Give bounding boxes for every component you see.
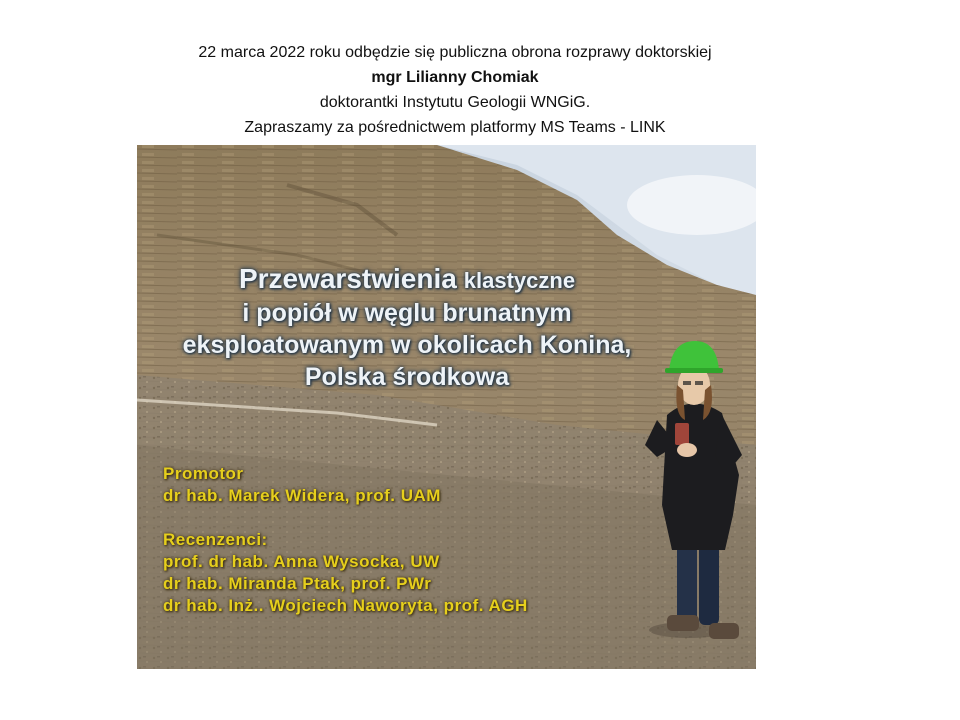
title-word-2: klastyczne bbox=[463, 268, 576, 293]
title-line-3: eksploatowanym w okolicach Konina, bbox=[182, 331, 632, 359]
title-word-1: Przewarstwienia bbox=[238, 263, 457, 294]
title-line-1 bbox=[137, 263, 677, 297]
reviewers-label: Recenzenci: bbox=[163, 530, 268, 549]
reviewer-item: dr hab. Miranda Ptak, prof. PWr bbox=[163, 574, 432, 593]
title-line-4: Polska środkowa bbox=[304, 363, 510, 391]
promotor-label: Promotor bbox=[163, 464, 244, 483]
candidate-name: mgr Lilianny Chomiak bbox=[371, 69, 539, 86]
credits-spacer bbox=[163, 507, 528, 529]
candidate-affiliation: doktorantki Instytutu Geologii WNGiG. bbox=[319, 94, 591, 111]
dissertation-title bbox=[137, 263, 677, 393]
promotor-name: dr hab. Marek Widera, prof. UAM bbox=[163, 486, 441, 505]
teams-invite-line: Zapraszamy za pośrednictwem platformy MS Teams - LINK bbox=[244, 119, 666, 136]
committee-credits bbox=[163, 463, 528, 617]
reviewer-item: dr hab. Inż.. Wojciech Naworyta, prof. AGH bbox=[163, 596, 528, 615]
reviewer-item: prof. dr hab. Anna Wysocka, UW bbox=[163, 552, 440, 571]
announcement-header bbox=[40, 40, 870, 140]
poster-photo bbox=[137, 145, 756, 669]
announcement-date-line: 22 marca 2022 roku odbędzie się publiczna obrona rozprawy doktorskiej bbox=[198, 44, 712, 61]
title-line-2: i popiół w węglu brunatnym bbox=[242, 299, 572, 327]
